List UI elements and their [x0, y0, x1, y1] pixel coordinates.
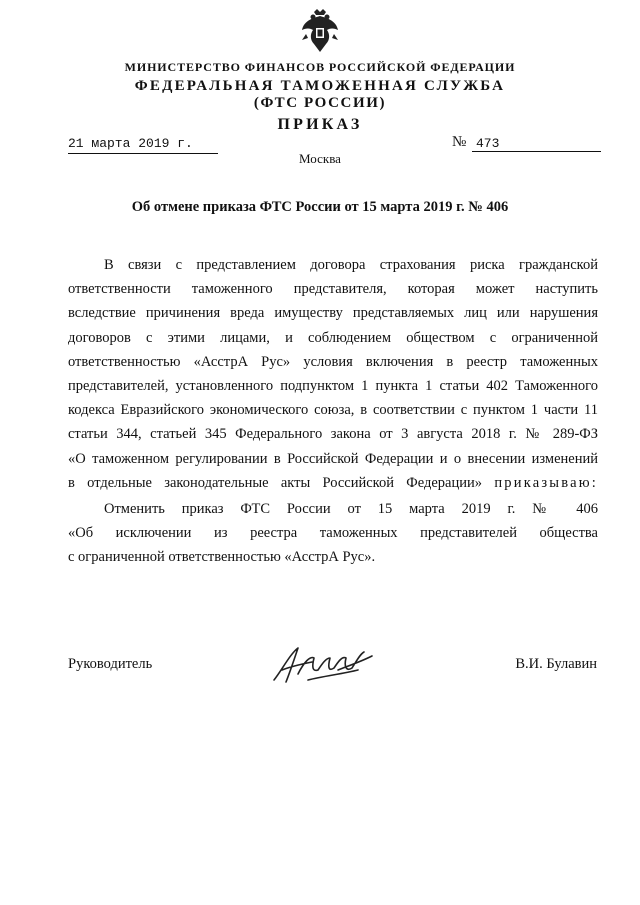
text-line: ответственностью «АсстрА Рус» условия включения в реестр таможенных: [68, 353, 598, 370]
text-line-start: в отдельные законодательные акты Российской Федерации»: [68, 474, 483, 491]
coat-of-arms-emblem: [300, 8, 340, 54]
text-line: «Об исключении из реестра таможенных представителей общества: [68, 525, 598, 542]
paragraph-1: [68, 253, 598, 495]
text-line: «О таможенном регулировании в Российской Федерации и о внесении изменений: [68, 450, 598, 467]
text-line: вследствие причинения вреда имуществу представляемых лиц или нарушения: [68, 305, 598, 322]
text-line: договоров с этими лицами, и соблюдением обществом с ограниченной: [68, 329, 598, 346]
order-verb: приказываю:: [494, 474, 598, 491]
ministry-name: МИНИСТЕРСТВО ФИНАНСОВ РОССИЙСКОЙ ФЕДЕРАЦИИ: [124, 60, 516, 74]
number-sign: №: [452, 134, 467, 150]
signatory-name: В.И. Булавин: [515, 656, 597, 672]
service-short-name: (ФТС РОССИИ): [253, 95, 387, 111]
order-body: [68, 253, 598, 570]
paragraph-2: [68, 497, 598, 570]
text-line: кодекса Евразийского экономического союза, в соответствии с пунктом 1 части 11: [68, 402, 598, 419]
city: Москва: [299, 151, 341, 166]
order-title: Об отмене приказа ФТС России от 15 марта 2019 г. № 406: [131, 199, 509, 215]
text-line: статьи 344, статьей 345 Федерального закона от 3 августа 2018 г. № 289-ФЗ: [68, 426, 598, 443]
text-line: [68, 471, 598, 495]
order-date: 21 марта 2019 г.: [68, 136, 218, 154]
text-line: с ограниченной ответственностью «АсстрА Рус».: [68, 549, 376, 566]
order-number: 473: [472, 136, 601, 152]
text-line: ответственности таможенного представителя, которая может наступить: [68, 281, 598, 298]
handwritten-signature: [268, 640, 378, 688]
document-type: ПРИКАЗ: [277, 116, 363, 133]
text-line: Отменить приказ ФТС России от 15 марта 2019 г. № 406: [104, 501, 598, 518]
text-line: В связи с представлением договора страхования риска гражданской: [104, 257, 598, 273]
text-line: представителей, установленного подпунктом 1 пункта 1 статьи 402 Таможенного: [68, 378, 598, 395]
signatory-role: Руководитель: [68, 656, 153, 672]
service-name: ФЕДЕРАЛЬНАЯ ТАМОЖЕННАЯ СЛУЖБА: [134, 78, 506, 94]
